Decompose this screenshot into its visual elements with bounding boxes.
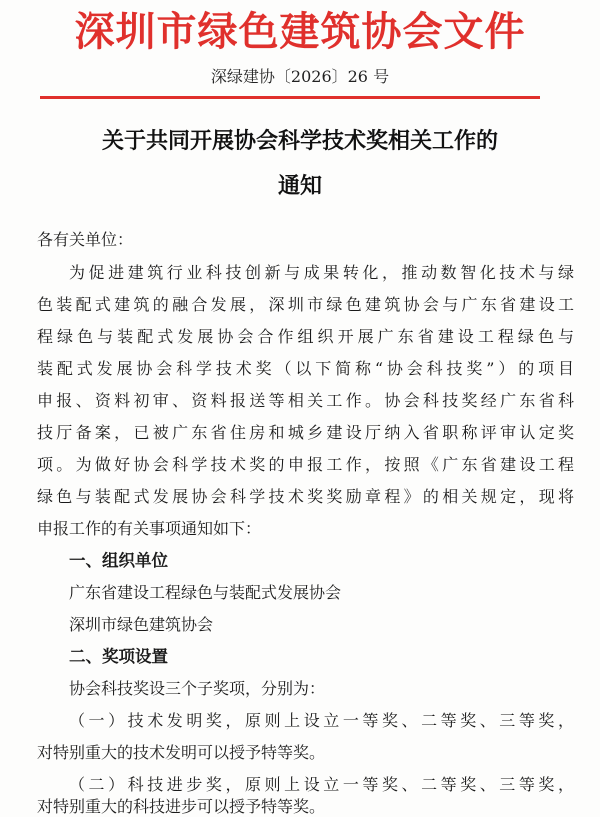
section-heading-awards: 二、奖项设置 [69,647,168,666]
paragraph-line: 装配式发展协会科学技术奖（以下简称“协会科技奖”）的项目 [37,359,574,378]
red-divider-rule [40,96,540,99]
awards-intro: 协会科技奖设三个子奖项，分别为： [69,679,326,698]
paragraph-line: 技厅备案，已被广东省住房和城乡建设厅纳入省职称评审认定奖 [37,423,574,442]
paragraph-line: 申报工作的有关事项通知如下： [37,519,262,538]
paragraph-line: 色装配式建筑的融合发展，深圳市绿色建筑协会与广东省建设工 [37,295,574,314]
notice-title-line-2: 通知 [277,173,322,199]
paragraph-line: 项。为做好协会科学技术奖的申报工作，按照《广东省建设工程 [37,455,574,474]
award-item-progress-cont: 对特别重大的科技进步可以授予特等奖。 [37,797,326,816]
organizer-item: 深圳市绿色建筑协会 [69,615,214,634]
paragraph-line: 为促进建筑行业科技创新与成果转化，推动数智化技术与绿 [69,263,574,282]
section-heading-organizers: 一、组织单位 [69,551,168,570]
paragraph-line: 绿色与装配式发展协会科学技术奖奖励章程》的相关规定，现将 [37,487,574,506]
award-item-invention: （一）技术发明奖，原则上设立一等奖、二等奖、三等奖， [69,711,574,730]
organizer-item: 广东省建设工程绿色与装配式发展协会 [69,583,342,602]
org-title-header: 深圳市绿色建筑协会文件 [74,8,526,55]
notice-title-line-1: 关于共同开展协会科学技术奖相关工作的 [101,128,498,154]
award-item-invention-cont: 对特别重大的技术发明可以授予特等奖。 [37,743,326,762]
document-number: 深绿建协〔2026〕26 号 [210,67,390,86]
award-item-progress: （二）科技进步奖，原则上设立一等奖、二等奖、三等奖， [69,775,574,794]
paragraph-line: 申报、资料初审、资料报送等相关工作。协会科技奖经广东省科 [37,391,574,410]
paragraph-line: 程绿色与装配式发展协会合作组织开展广东省建设工程绿色与 [37,327,574,346]
salutation: 各有关单位： [37,230,134,249]
